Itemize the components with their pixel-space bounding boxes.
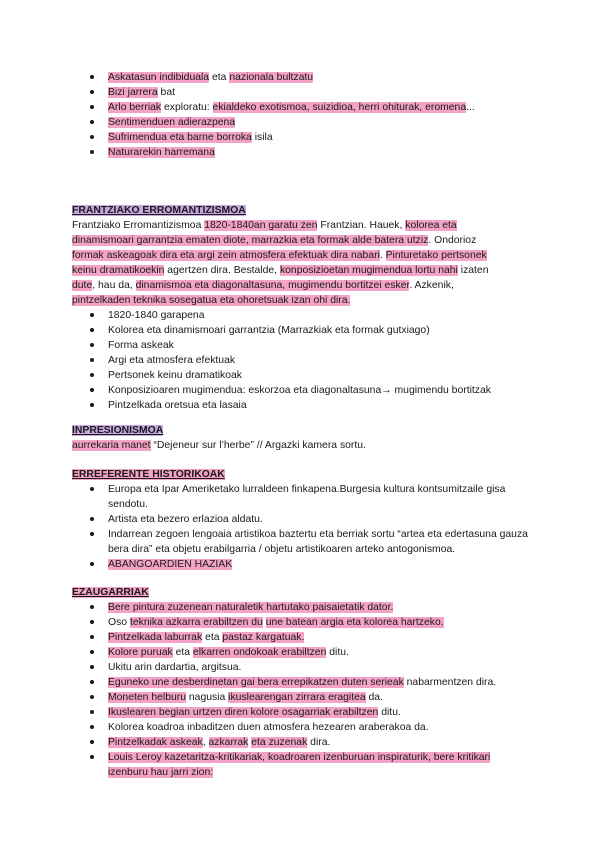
paragraph-line: formak askeagoak dira eta argi zein atmosfera efektuak dira nabari. Pinturetako pertsonek (72, 250, 487, 261)
list-item: 1820-1840 garapena (72, 308, 532, 323)
bullet-icon (90, 532, 94, 536)
list-item: Artista eta bezero erlazioa aldatu. (72, 512, 532, 527)
list-item: Pintzelkada laburrak eta pastaz kargatuak. (72, 630, 532, 645)
section-paragraph (72, 218, 532, 308)
bullet-icon (90, 135, 94, 139)
bullet-icon (90, 105, 94, 109)
list-item: Pintzelkadak askeak, azkarrak eta zuzenak dira. (72, 735, 532, 750)
bullet-icon (90, 343, 94, 347)
section-inpresionismoa (72, 423, 532, 453)
list-item: Forma askeak (72, 338, 532, 353)
paragraph-line: dute, hau da, dinamismoa eta diagonaltasuna, mugimendu bortitzei esker. Azkenik, (72, 280, 454, 291)
section-bullet-list (72, 600, 532, 780)
bullet-icon (90, 313, 94, 317)
list-item: Europa eta Ipar Ameriketako lurraldeen finkapena.Burgesia kultura kontsumitzaile gisa sendotu. (72, 482, 532, 512)
list-item: Indarrean zegoen lengoaia artistikoa baztertu eta berriak sortu “artea eta edertasuna gauza bera dira” eta objetu erabilgarria / objetu artistikoaren arteko antogonismoa. (72, 527, 532, 557)
section-erreferente-historikoak (72, 467, 532, 572)
section-heading: EZAUGARRIAK (72, 587, 149, 598)
bullet-icon (90, 695, 94, 699)
bullet-icon (90, 680, 94, 684)
list-item: Naturarekin harremana (72, 145, 532, 160)
bullet-icon (90, 650, 94, 654)
paragraph-line: keinu dramatikoekin agertzen dira. Bestalde, konposizioetan mugimendua lortu nahi izaten (72, 265, 489, 276)
paragraph-line: pintzelkaden teknika sosegatua eta ohoretsuak izan ohi dira. (72, 295, 351, 306)
bullet-icon (90, 620, 94, 624)
list-item: Pertsonek keinu dramatikoak (72, 368, 532, 383)
bullet-icon (90, 403, 94, 407)
bullet-icon (90, 487, 94, 491)
section-heading: ERREFERENTE HISTORIKOAK (72, 469, 225, 480)
bullet-icon (90, 562, 94, 566)
bullet-icon (90, 725, 94, 729)
list-item: Ikuslearen begian urtzen diren kolore osagarriak erabiltzen ditu. (72, 705, 532, 720)
bullet-icon (90, 710, 94, 714)
list-item: Askatasun indibiduala eta nazionala bultzatu (72, 70, 532, 85)
list-item: Ukitu arin dardartia, argitsua. (72, 660, 532, 675)
bullet-icon (90, 740, 94, 744)
list-item: ABANGOARDIEN HAZIAK (72, 557, 532, 572)
section-heading: FRANTZIAKO ERROMANTIZISMOA (72, 205, 246, 216)
bullet-icon (90, 150, 94, 154)
bullet-icon (90, 665, 94, 669)
section-paragraph: aurrekaria manet “Dejeneur sur l’herbe” // Argazki kamera sortu. (72, 440, 366, 451)
list-item: Konposizioaren mugimendua: eskorzoa eta diagonaltasuna→ mugimendu bortitzak (72, 383, 532, 398)
bullet-icon (90, 517, 94, 521)
bullet-icon (90, 90, 94, 94)
section-bullet-list (72, 482, 532, 572)
list-item: Arlo berriak exploratu: ekialdeko exotismoa, suizidioa, herri ohiturak, eromena... (72, 100, 532, 115)
bullet-icon (90, 755, 94, 759)
section-ezaugarriak (72, 585, 532, 780)
list-item: Bizi jarrera bat (72, 85, 532, 100)
list-item: Sentimenduen adierazpena (72, 115, 532, 130)
list-item: Moneten helburu nagusia ikuslearengan zirrara eragitea da. (72, 690, 532, 705)
list-item: Sufrimendua eta barne borroka isila (72, 130, 532, 145)
bullet-icon (90, 328, 94, 332)
list-item: Kolorea eta dinamismoari garrantzia (Marrazkiak eta formak gutxiago) (72, 323, 532, 338)
bullet-icon (90, 75, 94, 79)
list-item: Oso teknika azkarra erabiltzen du une batean argia eta kolorea hartzeko. (72, 615, 532, 630)
paragraph-line: dinamismoari garrantzia ematen diote, marrazkia eta formak alde batera utziz. Ondorioz (72, 235, 477, 246)
list-item: Kolorea koadroa inbaditzen duen atmosfera hezearen araberakoa da. (72, 720, 532, 735)
bullet-icon (90, 120, 94, 124)
section-frantziako-erromantizismoa (72, 203, 532, 413)
section-heading: INPRESIONISMOA (72, 425, 164, 436)
section-bullet-list (72, 308, 532, 413)
list-item: Louis Leroy kazetaritza-kritikariak, koadroaren izenburuan inspiraturik, bere kritikari izenburu hau jarri zion: (72, 750, 532, 780)
list-item: Bere pintura zuzenean naturaletik hartutako paisaietatik dator. (72, 600, 532, 615)
list-item: Pintzelkada oretsua eta lasaia (72, 398, 532, 413)
bullet-icon (90, 373, 94, 377)
list-item: Eguneko une desberdinetan gai bera errepikatzen duten serieak nabarmentzen dira. (72, 675, 532, 690)
bullet-icon (90, 388, 94, 392)
bullet-icon (90, 358, 94, 362)
paragraph-line: Frantziako Erromantizismoa 1820-1840an garatu zen Frantzian. Hauek, kolorea eta (72, 220, 457, 231)
list-item: Argi eta atmosfera efektuak (72, 353, 532, 368)
top-bullet-list (72, 70, 532, 160)
bullet-icon (90, 605, 94, 609)
list-item: Kolore puruak eta elkarren ondokoak erabiltzen ditu. (72, 645, 532, 660)
bullet-icon (90, 635, 94, 639)
